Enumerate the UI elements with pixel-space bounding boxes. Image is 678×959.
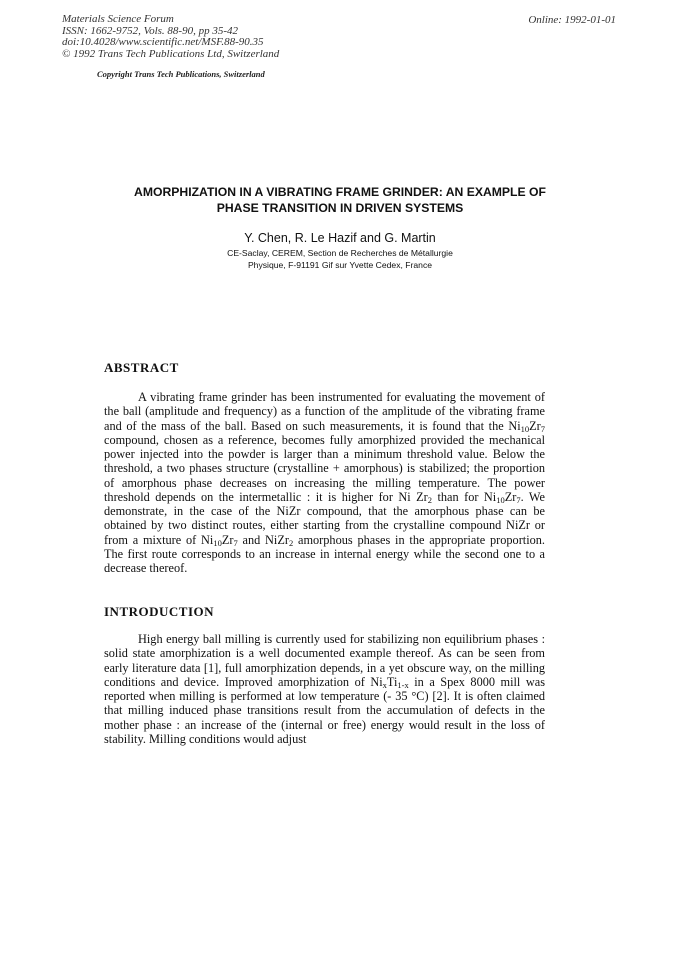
abstract-heading: ABSTRACT [104, 360, 179, 375]
introduction-paragraph: High energy ball milling is currently used for stabilizing non equilibrium phases : solid state amorphization is a well documented example thereof. As can be seen from early literature data [1], full amorphization depends, in a yet obscure way, on the milling conditions and device. Improved amorphization of $Ni_xTi_{1-x}$ in a Spex 8000 mill was reported when milling is performed at low temperature (- 35 °C) [2]. It is often claimed that milling induced phase transitions result from the accumulation of defects in the mother phase : an increase of the (internal or free) energy would result in the loss of stability. Milling conditions would adjust [104, 632, 545, 746]
publisher-line: © 1992 Trans Tech Publications Ltd, Switzerland [62, 47, 280, 60]
title-line-1: AMORPHIZATION IN A VIBRATING FRAME GRINDER: AN EXAMPLE OF [134, 185, 546, 199]
journal-metadata [62, 14, 279, 60]
copyright-notice: Copyright Trans Tech Publications, Switzerland [97, 69, 265, 79]
paper-authors: Y. Chen, R. Le Hazif and G. Martin [244, 231, 436, 245]
online-date: Online: 1992-01-01 [528, 14, 616, 26]
affiliation-line-1: CE-Saclay, CEREM, Section de Recherches de Métallurgie [227, 248, 453, 258]
issn-line: ISSN: 1662-9752, Vols. 88-90, pp 35-42 [62, 24, 238, 37]
introduction-heading: INTRODUCTION [104, 604, 215, 619]
affiliation-line-2: Physique, F-91191 Gif sur Yvette Cedex, France [247, 259, 433, 270]
abstract-paragraph: A vibrating frame grinder has been instrumented for evaluating the movement of the ball (amplitude and frequency) as a function of the amplitude of the vibrating frame and of the mass of the ball. Based on such measurements, it is found that the $Ni_{10}Zr_7$ compound, chosen as a reference, becomes fully amorphized provided the mechanical power injected into the powder is larger than a minimum threshold value. Below the threshold, a two phases structure (crystalline + amorphous) is stabilized; the proportion of amorphous phase decreases on increasing the milling temperature. The power threshold depends on the intermetallic : it is higher for Ni $Zr_2$ than for $Ni_{10}Zr_7$. We demonstrate, in the case of the NiZr compound, that the amorphous phase can be obtained by two distinct routes, either starting from the crystalline compound NiZr or from a mixture of $Ni_{10}Zr_7$ and NiZr$_2$ amorphous phases in the appropriate proportion. The first route corresponds to an increase in internal energy while the second one to a decrease thereof. [104, 390, 545, 575]
paper-title [80, 184, 600, 216]
title-line-2: PHASE TRANSITION IN DRIVEN SYSTEMS [216, 201, 464, 215]
abstract-body [104, 390, 545, 575]
introduction-body [104, 632, 545, 746]
journal-name: Materials Science Forum [62, 13, 174, 25]
doi-line: doi:10.4028/www.scientific.net/MSF.88-90.35 [62, 36, 264, 48]
author-affiliation [80, 248, 600, 271]
